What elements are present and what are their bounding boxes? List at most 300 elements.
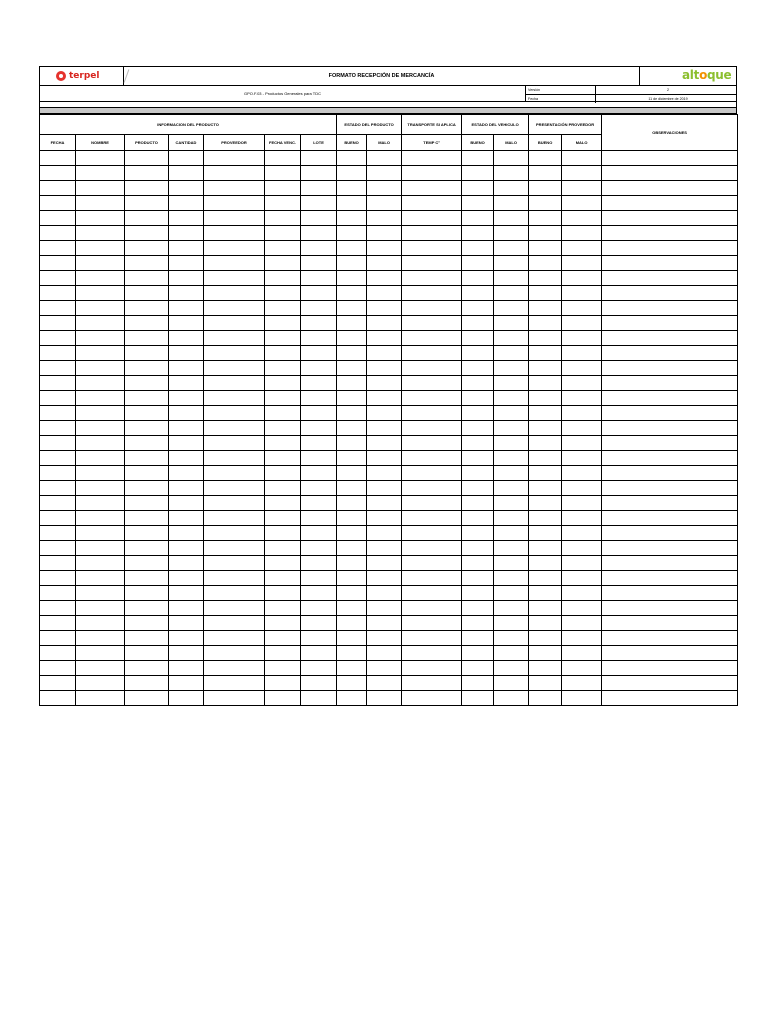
table-cell[interactable] (169, 496, 204, 511)
table-cell[interactable] (494, 301, 529, 316)
table-cell[interactable] (76, 631, 125, 646)
table-cell[interactable] (40, 451, 76, 466)
table-cell[interactable] (402, 451, 462, 466)
table-cell[interactable] (204, 376, 265, 391)
table-cell[interactable] (76, 361, 125, 376)
table-cell[interactable] (76, 286, 125, 301)
table-cell[interactable] (337, 616, 367, 631)
table-cell[interactable] (367, 496, 402, 511)
table-cell[interactable] (169, 271, 204, 286)
table-cell[interactable] (301, 301, 337, 316)
table-cell[interactable] (301, 421, 337, 436)
table-cell[interactable] (494, 421, 529, 436)
table-cell[interactable] (402, 616, 462, 631)
table-cell[interactable] (529, 496, 562, 511)
table-cell[interactable] (602, 196, 738, 211)
table-cell[interactable] (462, 466, 494, 481)
table-cell[interactable] (602, 436, 738, 451)
table-cell[interactable] (602, 391, 738, 406)
table-cell[interactable] (494, 676, 529, 691)
table-cell[interactable] (337, 166, 367, 181)
table-cell[interactable] (367, 391, 402, 406)
table-cell[interactable] (529, 211, 562, 226)
table-cell[interactable] (76, 196, 125, 211)
table-cell[interactable] (40, 406, 76, 421)
table-cell[interactable] (602, 676, 738, 691)
table-cell[interactable] (125, 391, 169, 406)
table-cell[interactable] (301, 631, 337, 646)
table-cell[interactable] (169, 541, 204, 556)
table-cell[interactable] (301, 541, 337, 556)
table-cell[interactable] (402, 571, 462, 586)
table-cell[interactable] (265, 496, 301, 511)
table-cell[interactable] (494, 541, 529, 556)
table-cell[interactable] (529, 241, 562, 256)
table-cell[interactable] (529, 226, 562, 241)
table-cell[interactable] (301, 526, 337, 541)
table-cell[interactable] (462, 451, 494, 466)
table-cell[interactable] (76, 466, 125, 481)
table-cell[interactable] (462, 331, 494, 346)
table-cell[interactable] (462, 556, 494, 571)
table-cell[interactable] (76, 271, 125, 286)
table-cell[interactable] (265, 331, 301, 346)
table-cell[interactable] (367, 226, 402, 241)
table-cell[interactable] (40, 586, 76, 601)
table-cell[interactable] (402, 376, 462, 391)
table-cell[interactable] (301, 286, 337, 301)
table-cell[interactable] (337, 181, 367, 196)
table-cell[interactable] (76, 541, 125, 556)
table-cell[interactable] (562, 286, 602, 301)
table-cell[interactable] (494, 556, 529, 571)
table-cell[interactable] (76, 181, 125, 196)
table-cell[interactable] (402, 541, 462, 556)
table-cell[interactable] (125, 586, 169, 601)
table-cell[interactable] (562, 646, 602, 661)
table-cell[interactable] (204, 391, 265, 406)
table-cell[interactable] (367, 556, 402, 571)
table-cell[interactable] (529, 361, 562, 376)
table-cell[interactable] (265, 451, 301, 466)
table-cell[interactable] (402, 496, 462, 511)
table-cell[interactable] (367, 151, 402, 166)
table-cell[interactable] (337, 496, 367, 511)
table-cell[interactable] (125, 631, 169, 646)
table-cell[interactable] (562, 616, 602, 631)
table-cell[interactable] (529, 691, 562, 706)
table-cell[interactable] (367, 346, 402, 361)
table-cell[interactable] (367, 601, 402, 616)
table-cell[interactable] (462, 316, 494, 331)
table-cell[interactable] (529, 631, 562, 646)
table-cell[interactable] (265, 646, 301, 661)
table-cell[interactable] (602, 226, 738, 241)
table-cell[interactable] (265, 691, 301, 706)
table-cell[interactable] (265, 511, 301, 526)
table-cell[interactable] (40, 391, 76, 406)
table-cell[interactable] (462, 571, 494, 586)
table-cell[interactable] (76, 151, 125, 166)
table-cell[interactable] (265, 166, 301, 181)
table-cell[interactable] (367, 181, 402, 196)
table-cell[interactable] (462, 361, 494, 376)
table-cell[interactable] (367, 196, 402, 211)
table-cell[interactable] (169, 586, 204, 601)
table-cell[interactable] (367, 166, 402, 181)
table-cell[interactable] (301, 661, 337, 676)
table-cell[interactable] (169, 361, 204, 376)
table-cell[interactable] (337, 361, 367, 376)
table-cell[interactable] (125, 676, 169, 691)
table-cell[interactable] (462, 181, 494, 196)
table-cell[interactable] (494, 196, 529, 211)
table-cell[interactable] (367, 241, 402, 256)
table-cell[interactable] (301, 616, 337, 631)
table-cell[interactable] (204, 526, 265, 541)
table-cell[interactable] (204, 301, 265, 316)
table-cell[interactable] (367, 481, 402, 496)
table-cell[interactable] (402, 481, 462, 496)
table-cell[interactable] (529, 346, 562, 361)
table-cell[interactable] (337, 451, 367, 466)
table-cell[interactable] (337, 196, 367, 211)
table-cell[interactable] (40, 436, 76, 451)
table-cell[interactable] (204, 631, 265, 646)
table-cell[interactable] (76, 316, 125, 331)
table-cell[interactable] (301, 211, 337, 226)
table-cell[interactable] (204, 361, 265, 376)
table-cell[interactable] (494, 361, 529, 376)
table-cell[interactable] (402, 196, 462, 211)
table-cell[interactable] (40, 181, 76, 196)
table-cell[interactable] (265, 526, 301, 541)
table-cell[interactable] (125, 196, 169, 211)
table-cell[interactable] (337, 286, 367, 301)
table-cell[interactable] (265, 541, 301, 556)
table-cell[interactable] (265, 211, 301, 226)
table-cell[interactable] (402, 526, 462, 541)
table-cell[interactable] (562, 601, 602, 616)
table-cell[interactable] (125, 526, 169, 541)
table-cell[interactable] (169, 526, 204, 541)
table-cell[interactable] (337, 526, 367, 541)
table-cell[interactable] (169, 466, 204, 481)
table-cell[interactable] (494, 256, 529, 271)
table-cell[interactable] (529, 526, 562, 541)
table-cell[interactable] (301, 166, 337, 181)
table-cell[interactable] (204, 256, 265, 271)
table-cell[interactable] (265, 631, 301, 646)
table-cell[interactable] (562, 241, 602, 256)
table-cell[interactable] (76, 166, 125, 181)
table-cell[interactable] (494, 286, 529, 301)
table-cell[interactable] (402, 181, 462, 196)
table-cell[interactable] (494, 346, 529, 361)
table-cell[interactable] (562, 436, 602, 451)
table-cell[interactable] (337, 271, 367, 286)
table-cell[interactable] (337, 571, 367, 586)
table-cell[interactable] (204, 601, 265, 616)
table-cell[interactable] (402, 556, 462, 571)
table-cell[interactable] (125, 646, 169, 661)
table-cell[interactable] (402, 586, 462, 601)
table-cell[interactable] (265, 196, 301, 211)
table-cell[interactable] (402, 166, 462, 181)
table-cell[interactable] (337, 316, 367, 331)
table-cell[interactable] (494, 211, 529, 226)
table-cell[interactable] (40, 631, 76, 646)
table-cell[interactable] (602, 571, 738, 586)
table-cell[interactable] (529, 181, 562, 196)
table-cell[interactable] (265, 391, 301, 406)
table-cell[interactable] (337, 331, 367, 346)
table-cell[interactable] (265, 241, 301, 256)
table-cell[interactable] (602, 646, 738, 661)
table-cell[interactable] (265, 436, 301, 451)
table-cell[interactable] (494, 436, 529, 451)
table-cell[interactable] (337, 391, 367, 406)
table-cell[interactable] (602, 466, 738, 481)
table-cell[interactable] (402, 241, 462, 256)
table-cell[interactable] (40, 601, 76, 616)
table-cell[interactable] (40, 541, 76, 556)
table-cell[interactable] (367, 541, 402, 556)
table-cell[interactable] (367, 616, 402, 631)
table-cell[interactable] (125, 616, 169, 631)
table-cell[interactable] (562, 196, 602, 211)
table-cell[interactable] (602, 631, 738, 646)
table-cell[interactable] (367, 586, 402, 601)
table-cell[interactable] (562, 166, 602, 181)
table-cell[interactable] (402, 331, 462, 346)
table-cell[interactable] (602, 586, 738, 601)
table-cell[interactable] (265, 316, 301, 331)
table-cell[interactable] (602, 301, 738, 316)
table-cell[interactable] (76, 301, 125, 316)
table-cell[interactable] (40, 316, 76, 331)
table-cell[interactable] (76, 331, 125, 346)
table-cell[interactable] (494, 226, 529, 241)
table-cell[interactable] (367, 691, 402, 706)
table-cell[interactable] (529, 421, 562, 436)
table-cell[interactable] (169, 601, 204, 616)
table-cell[interactable] (125, 346, 169, 361)
table-cell[interactable] (494, 646, 529, 661)
table-cell[interactable] (602, 496, 738, 511)
table-cell[interactable] (204, 646, 265, 661)
table-cell[interactable] (462, 301, 494, 316)
table-cell[interactable] (367, 211, 402, 226)
table-cell[interactable] (125, 181, 169, 196)
table-cell[interactable] (402, 436, 462, 451)
table-cell[interactable] (462, 496, 494, 511)
table-cell[interactable] (169, 166, 204, 181)
table-cell[interactable] (462, 376, 494, 391)
table-cell[interactable] (301, 196, 337, 211)
table-cell[interactable] (562, 331, 602, 346)
table-cell[interactable] (125, 256, 169, 271)
table-cell[interactable] (602, 691, 738, 706)
table-cell[interactable] (337, 586, 367, 601)
table-cell[interactable] (494, 316, 529, 331)
table-cell[interactable] (301, 571, 337, 586)
table-cell[interactable] (301, 496, 337, 511)
table-cell[interactable] (76, 421, 125, 436)
table-cell[interactable] (402, 406, 462, 421)
table-cell[interactable] (462, 286, 494, 301)
table-cell[interactable] (76, 376, 125, 391)
table-cell[interactable] (40, 301, 76, 316)
table-cell[interactable] (602, 181, 738, 196)
table-cell[interactable] (125, 496, 169, 511)
table-cell[interactable] (125, 286, 169, 301)
table-cell[interactable] (76, 511, 125, 526)
table-cell[interactable] (529, 541, 562, 556)
table-cell[interactable] (562, 556, 602, 571)
table-cell[interactable] (529, 646, 562, 661)
table-cell[interactable] (337, 481, 367, 496)
table-cell[interactable] (337, 646, 367, 661)
table-cell[interactable] (402, 676, 462, 691)
table-cell[interactable] (494, 376, 529, 391)
table-cell[interactable] (40, 481, 76, 496)
table-cell[interactable] (402, 271, 462, 286)
table-cell[interactable] (76, 586, 125, 601)
table-cell[interactable] (204, 331, 265, 346)
table-cell[interactable] (40, 556, 76, 571)
table-cell[interactable] (367, 526, 402, 541)
table-cell[interactable] (125, 151, 169, 166)
table-cell[interactable] (462, 676, 494, 691)
table-cell[interactable] (76, 406, 125, 421)
table-cell[interactable] (301, 226, 337, 241)
table-cell[interactable] (462, 406, 494, 421)
table-cell[interactable] (204, 661, 265, 676)
table-cell[interactable] (40, 286, 76, 301)
table-cell[interactable] (462, 226, 494, 241)
table-cell[interactable] (125, 466, 169, 481)
table-cell[interactable] (169, 181, 204, 196)
table-cell[interactable] (76, 676, 125, 691)
table-cell[interactable] (602, 241, 738, 256)
table-cell[interactable] (562, 256, 602, 271)
table-cell[interactable] (301, 331, 337, 346)
table-cell[interactable] (265, 301, 301, 316)
table-cell[interactable] (169, 646, 204, 661)
table-cell[interactable] (265, 361, 301, 376)
table-cell[interactable] (529, 331, 562, 346)
table-cell[interactable] (462, 256, 494, 271)
table-cell[interactable] (562, 421, 602, 436)
table-cell[interactable] (169, 556, 204, 571)
table-cell[interactable] (562, 571, 602, 586)
table-cell[interactable] (169, 301, 204, 316)
table-cell[interactable] (169, 211, 204, 226)
table-cell[interactable] (602, 166, 738, 181)
table-cell[interactable] (529, 571, 562, 586)
table-cell[interactable] (337, 631, 367, 646)
table-cell[interactable] (169, 406, 204, 421)
table-cell[interactable] (265, 406, 301, 421)
table-cell[interactable] (76, 601, 125, 616)
table-cell[interactable] (169, 241, 204, 256)
table-cell[interactable] (169, 511, 204, 526)
table-cell[interactable] (204, 571, 265, 586)
table-cell[interactable] (301, 481, 337, 496)
table-cell[interactable] (204, 616, 265, 631)
table-cell[interactable] (367, 421, 402, 436)
table-cell[interactable] (125, 301, 169, 316)
table-cell[interactable] (602, 316, 738, 331)
table-cell[interactable] (494, 466, 529, 481)
table-cell[interactable] (76, 346, 125, 361)
table-cell[interactable] (602, 286, 738, 301)
table-cell[interactable] (529, 661, 562, 676)
table-cell[interactable] (602, 556, 738, 571)
table-cell[interactable] (169, 436, 204, 451)
table-cell[interactable] (602, 601, 738, 616)
table-cell[interactable] (204, 541, 265, 556)
table-cell[interactable] (40, 241, 76, 256)
table-cell[interactable] (494, 571, 529, 586)
table-cell[interactable] (337, 376, 367, 391)
table-cell[interactable] (529, 316, 562, 331)
table-cell[interactable] (367, 271, 402, 286)
table-cell[interactable] (125, 166, 169, 181)
table-cell[interactable] (204, 271, 265, 286)
table-cell[interactable] (40, 691, 76, 706)
table-cell[interactable] (462, 421, 494, 436)
table-cell[interactable] (494, 481, 529, 496)
table-cell[interactable] (529, 406, 562, 421)
table-cell[interactable] (462, 271, 494, 286)
table-cell[interactable] (494, 406, 529, 421)
table-cell[interactable] (204, 481, 265, 496)
table-cell[interactable] (125, 316, 169, 331)
table-cell[interactable] (337, 466, 367, 481)
table-cell[interactable] (169, 676, 204, 691)
table-cell[interactable] (529, 616, 562, 631)
table-cell[interactable] (367, 511, 402, 526)
table-cell[interactable] (337, 421, 367, 436)
table-cell[interactable] (125, 541, 169, 556)
table-cell[interactable] (76, 571, 125, 586)
table-cell[interactable] (462, 196, 494, 211)
table-cell[interactable] (169, 376, 204, 391)
table-cell[interactable] (367, 406, 402, 421)
table-cell[interactable] (494, 451, 529, 466)
table-cell[interactable] (562, 361, 602, 376)
table-cell[interactable] (602, 406, 738, 421)
table-cell[interactable] (169, 151, 204, 166)
table-cell[interactable] (402, 256, 462, 271)
table-cell[interactable] (402, 316, 462, 331)
table-cell[interactable] (367, 661, 402, 676)
table-cell[interactable] (494, 331, 529, 346)
table-cell[interactable] (40, 616, 76, 631)
table-cell[interactable] (562, 541, 602, 556)
table-cell[interactable] (125, 601, 169, 616)
table-cell[interactable] (301, 436, 337, 451)
table-cell[interactable] (562, 481, 602, 496)
table-cell[interactable] (40, 256, 76, 271)
table-cell[interactable] (529, 391, 562, 406)
table-cell[interactable] (125, 331, 169, 346)
table-cell[interactable] (301, 406, 337, 421)
table-cell[interactable] (402, 391, 462, 406)
table-cell[interactable] (169, 346, 204, 361)
